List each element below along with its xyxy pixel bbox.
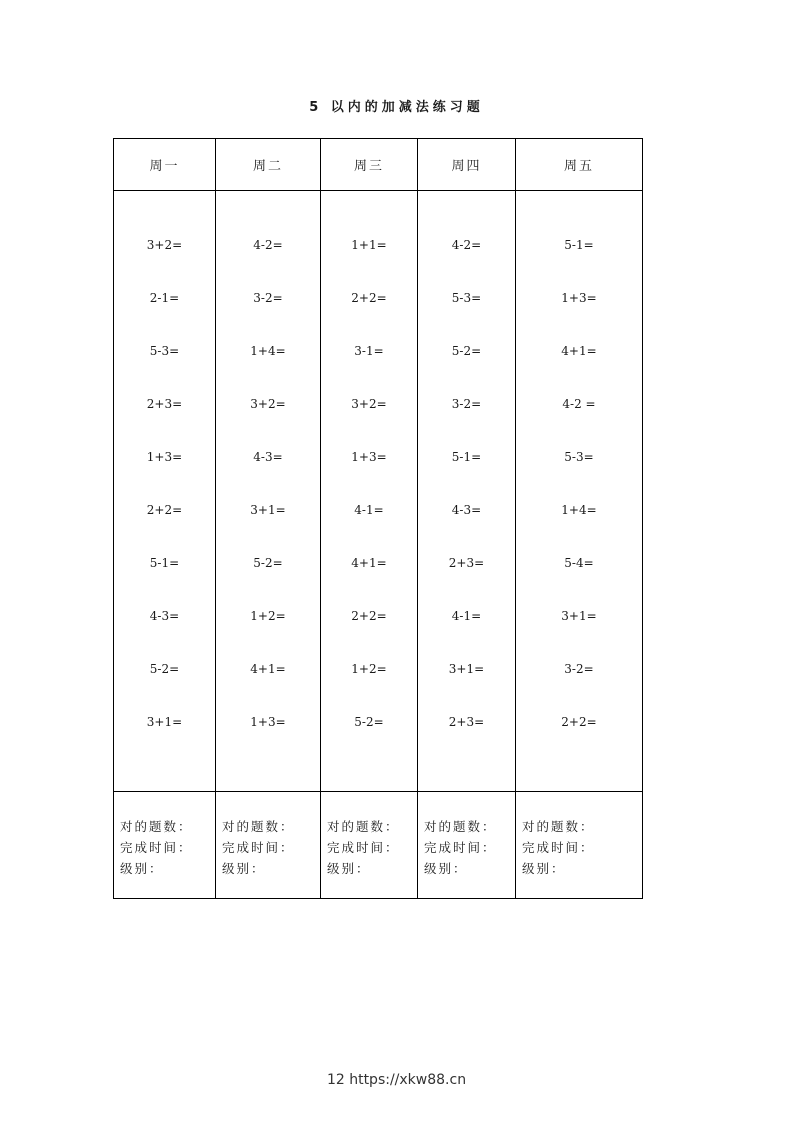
day-header-wed: 周三 [321, 139, 418, 191]
problem-item: 3-2= [451, 397, 482, 411]
problems-cell-thu [418, 191, 516, 792]
stats-cell [516, 792, 643, 899]
problem-item: 4-2= [253, 238, 283, 252]
problem-item: 5-2= [354, 715, 384, 729]
problem-item: 3-2= [253, 291, 283, 305]
problem-item: 3+1= [250, 503, 286, 517]
problem-item: 3+2= [250, 397, 286, 411]
problem-item: 2+2= [351, 609, 387, 623]
worksheet-table [113, 138, 643, 899]
problem-list [418, 191, 515, 766]
stats-cell [321, 792, 418, 899]
problem-item: 4-3= [149, 609, 180, 623]
problem-item: 1+2= [351, 662, 387, 676]
weekday-header-row [114, 139, 643, 191]
correct-count-label: 对的题数： [424, 819, 497, 834]
problem-item: 5-4= [564, 556, 594, 570]
completion-time-label: 完成时间： [327, 840, 400, 855]
problem-item: 4+1= [250, 662, 286, 676]
problem-item: 2+3= [146, 397, 183, 411]
problem-list [114, 191, 215, 766]
day-header-mon: 周一 [114, 139, 216, 191]
day-header-fri: 周五 [516, 139, 643, 191]
stats-cell [114, 792, 216, 899]
problem-item: 3+1= [448, 662, 485, 676]
stats-cell [418, 792, 516, 899]
correct-count-label: 对的题数： [120, 819, 193, 834]
problem-item: 3+2= [146, 238, 183, 252]
problems-row [114, 191, 643, 792]
problem-item: 5-1= [564, 238, 594, 252]
problem-item: 5-2= [253, 556, 283, 570]
level-label: 级别： [522, 861, 566, 876]
problem-item: 5-1= [451, 450, 482, 464]
problem-item: 5-3= [149, 344, 180, 358]
correct-count-label: 对的题数： [327, 819, 400, 834]
problem-item: 1+3= [250, 715, 286, 729]
problem-item: 2-1= [149, 291, 180, 305]
day-header-tue: 周二 [216, 139, 321, 191]
level-label: 级别： [424, 861, 468, 876]
level-label: 级别： [222, 861, 266, 876]
problem-list [321, 191, 417, 766]
problems-cell-tue [216, 191, 321, 792]
correct-count-label: 对的题数： [222, 819, 295, 834]
problem-item: 4-3= [451, 503, 482, 517]
problems-cell-fri [516, 191, 643, 792]
level-label: 级别： [327, 861, 371, 876]
completion-time-label: 完成时间： [120, 840, 193, 855]
problem-item: 1+3= [561, 291, 597, 305]
problem-item: 5-2= [149, 662, 180, 676]
problem-item: 2+2= [146, 503, 183, 517]
problem-list [516, 191, 642, 766]
problems-cell-wed [321, 191, 418, 792]
page-footer: 12 https://xkw88.cn [326, 1072, 467, 1088]
problem-item: 5-3= [451, 291, 482, 305]
level-label: 级别： [120, 861, 164, 876]
problem-item: 2+3= [448, 715, 485, 729]
completion-time-label: 完成时间： [522, 840, 595, 855]
problem-item: 5-3= [564, 450, 594, 464]
problem-item: 2+2= [351, 291, 387, 305]
problem-item: 5-1= [149, 556, 180, 570]
problem-item: 1+4= [561, 503, 597, 517]
problem-item: 2+2= [561, 715, 597, 729]
problem-item: 1+3= [351, 450, 387, 464]
problem-item: 1+1= [351, 238, 387, 252]
correct-count-label: 对的题数： [522, 819, 595, 834]
problem-item: 1+2= [250, 609, 286, 623]
problem-item: 1+3= [146, 450, 183, 464]
page-title: 5 以内的加减法练习题 [309, 100, 484, 115]
problem-item: 4-2 = [562, 397, 596, 411]
problem-item: 4-1= [451, 609, 482, 623]
stats-row [114, 792, 643, 899]
problem-item: 3+1= [146, 715, 183, 729]
problem-item: 1+4= [250, 344, 286, 358]
problem-list [216, 191, 320, 766]
problem-item: 3+1= [561, 609, 597, 623]
day-header-thu: 周四 [418, 139, 516, 191]
problem-item: 4+1= [561, 344, 597, 358]
stats-cell [216, 792, 321, 899]
problem-item: 4+1= [351, 556, 387, 570]
problem-item: 3-2= [564, 662, 594, 676]
problem-item: 3+2= [351, 397, 387, 411]
problem-item: 5-2= [451, 344, 482, 358]
completion-time-label: 完成时间： [424, 840, 497, 855]
problem-item: 3-1= [354, 344, 384, 358]
problems-cell-mon [114, 191, 216, 792]
problem-item: 4-3= [253, 450, 283, 464]
problem-item: 2+3= [448, 556, 485, 570]
completion-time-label: 完成时间： [222, 840, 295, 855]
problem-item: 4-2= [451, 238, 482, 252]
problem-item: 4-1= [354, 503, 384, 517]
